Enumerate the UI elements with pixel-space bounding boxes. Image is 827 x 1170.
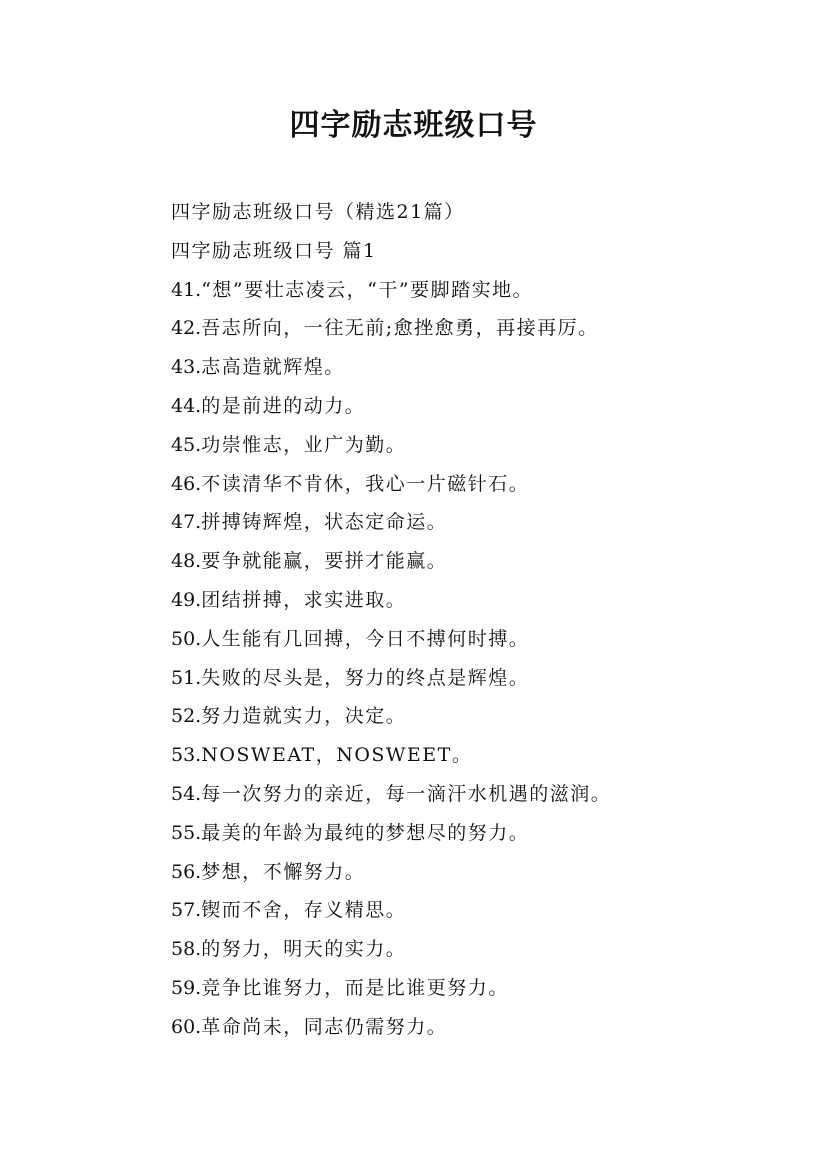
item-number: 46. xyxy=(171,472,202,495)
list-item xyxy=(171,547,801,586)
item-text: 吾志所向，一往无前;愈挫愈勇，再接再厉。 xyxy=(201,317,599,340)
item-text: 不读清华不肯休，我心一片磁针石。 xyxy=(201,472,530,495)
item-number: 41. xyxy=(171,278,202,301)
list-item xyxy=(171,625,801,664)
item-text: “想”要壮志凌云，“干”要脚踏实地。 xyxy=(201,278,534,301)
list-item xyxy=(171,974,801,1013)
item-text: 革命尚未，同志仍需努力。 xyxy=(201,1015,448,1038)
item-number: 51. xyxy=(171,666,202,689)
item-text: 的努力，明天的实力。 xyxy=(201,938,407,961)
list-item xyxy=(171,392,801,431)
list-item xyxy=(171,353,801,392)
item-text: 努力造就实力，决定。 xyxy=(201,705,407,728)
item-number: 58. xyxy=(171,938,202,961)
item-text: 要争就能赢，要拼才能赢。 xyxy=(201,550,448,573)
list-item xyxy=(171,276,801,315)
item-text: 竞争比谁努力，而是比谁更努力。 xyxy=(201,976,509,999)
item-number: 60. xyxy=(171,1015,202,1038)
document-body xyxy=(171,198,801,1052)
slogan-list xyxy=(171,276,801,1052)
item-number: 52. xyxy=(171,705,202,728)
item-number: 53. xyxy=(171,744,202,767)
list-item xyxy=(171,819,801,858)
list-item xyxy=(171,586,801,625)
item-text: 拼搏铸辉煌，状态定命运。 xyxy=(201,511,448,534)
list-item xyxy=(171,896,801,935)
item-text: 每一次努力的亲近，每一滴汗水机遇的滋润。 xyxy=(201,782,612,805)
list-item xyxy=(171,741,801,780)
item-number: 49. xyxy=(171,588,202,611)
list-item xyxy=(171,508,801,547)
item-text: 功崇惟志，业广为勤。 xyxy=(201,433,407,456)
item-text: 的是前进的动力。 xyxy=(201,394,366,417)
item-text: 失败的尽头是，努力的终点是辉煌。 xyxy=(201,666,530,689)
document-subtitle: 四字励志班级口号（精选21篇） xyxy=(171,201,465,223)
item-text: 团结拼搏，求实进取。 xyxy=(201,588,407,611)
item-text: 最美的年龄为最纯的梦想尽的努力。 xyxy=(201,821,530,844)
item-number: 55. xyxy=(171,821,202,844)
item-number: 59. xyxy=(171,976,202,999)
item-number: 54. xyxy=(171,782,202,805)
list-item xyxy=(171,664,801,703)
item-text: 人生能有几回搏，今日不搏何时搏。 xyxy=(201,627,530,650)
document-title: 四字励志班级口号 xyxy=(289,108,538,143)
item-number: 48. xyxy=(171,550,202,573)
item-number: 44. xyxy=(171,394,202,417)
list-item xyxy=(171,780,801,819)
list-item xyxy=(171,314,801,353)
item-number: 43. xyxy=(171,356,202,379)
item-text: 梦想，不懈努力。 xyxy=(201,860,366,883)
item-number: 50. xyxy=(171,627,202,650)
item-text: 锲而不舍，存义精思。 xyxy=(201,899,407,922)
item-number: 42. xyxy=(171,317,202,340)
item-number: 45. xyxy=(171,433,202,456)
list-item xyxy=(171,431,801,470)
item-text: 志高造就辉煌。 xyxy=(201,356,345,379)
item-number: 57. xyxy=(171,899,202,922)
item-number: 47. xyxy=(171,511,202,534)
list-item xyxy=(171,470,801,509)
list-item xyxy=(171,935,801,974)
item-number: 56. xyxy=(171,860,202,883)
list-item xyxy=(171,1013,801,1052)
section-heading: 四字励志班级口号 篇1 xyxy=(171,239,377,262)
item-text: NOSWEAT，NOSWEET。 xyxy=(201,744,473,767)
list-item xyxy=(171,858,801,897)
list-item xyxy=(171,702,801,741)
